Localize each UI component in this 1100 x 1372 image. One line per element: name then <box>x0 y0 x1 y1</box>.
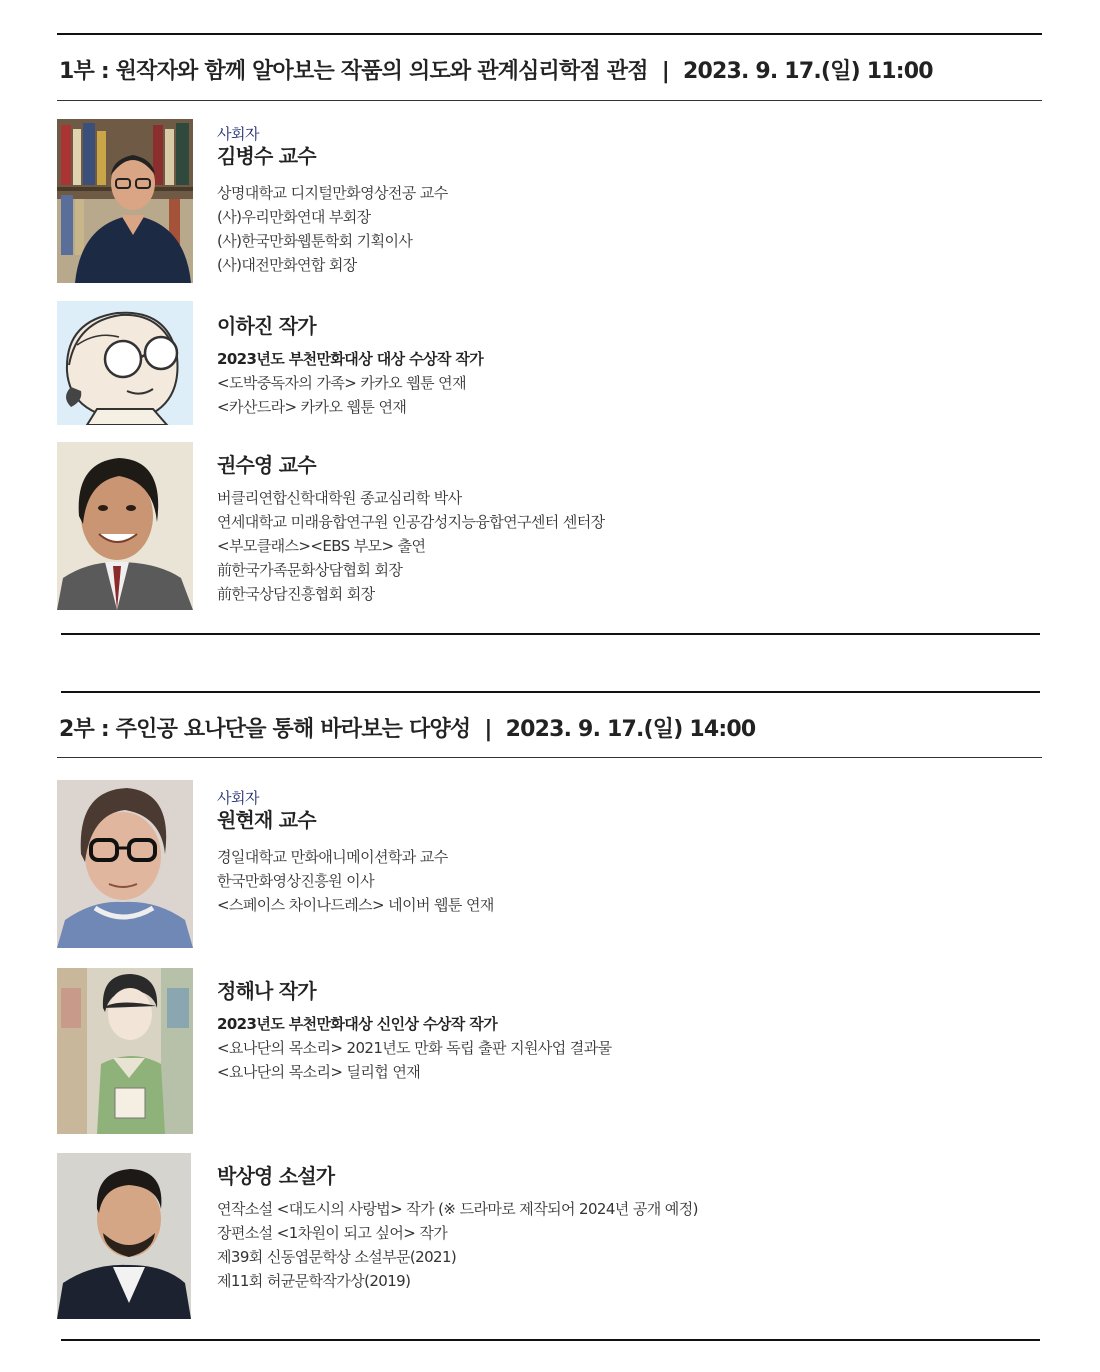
bio-line: (사)대전만화연합 회장 <box>217 256 357 274</box>
speaker-illustration <box>57 301 193 425</box>
award-line: 2023년도 부천만화대상 대상 수상작 작가 <box>217 350 484 368</box>
bio-line: 연세대학교 미래융합연구원 인공감성지능융합연구센터 센터장 <box>217 513 605 531</box>
speaker-info <box>217 313 1037 419</box>
speaker-card <box>57 301 1042 426</box>
bio-line: (사)우리만화연대 부회장 <box>217 208 371 226</box>
speaker-card <box>57 780 1042 948</box>
bio-line: <요나단의 목소리> 딜리헙 연재 <box>217 1063 421 1081</box>
speaker-bio <box>217 1197 1037 1293</box>
speaker-name: 김병수 교수 <box>217 144 316 168</box>
session-1-datetime: 2023. 9. 17.(일) 11:00 <box>682 59 933 84</box>
speaker-role: 사회자 <box>217 125 259 143</box>
bio-line: <부모클래스><EBS 부모> 출연 <box>217 537 426 555</box>
bio-line: 연작소설 <대도시의 사랑법> 작가 (※ 드라마로 제작되어 2024년 공개 예정) <box>217 1200 698 1218</box>
speaker-bio <box>217 181 1037 277</box>
bio-line: <요나단의 목소리> 2021년도 만화 독립 출판 지원사업 결과물 <box>217 1039 612 1057</box>
session-1-title-text: 1부 : 원작자와 함께 알아보는 작품의 의도와 관계심리학점 관점 <box>59 59 648 84</box>
speaker-card <box>57 442 1042 610</box>
speaker-info <box>217 125 1037 277</box>
speaker-name: 정해나 작가 <box>217 979 316 1003</box>
speaker-bio <box>217 845 1037 917</box>
speaker-name: 박상영 소설가 <box>217 1164 335 1188</box>
bio-line: 한국만화영상진흥원 이사 <box>217 872 374 890</box>
speaker-photo <box>57 780 193 948</box>
speaker-info <box>217 452 1037 606</box>
bio-line: 경일대학교 만화애니메이션학과 교수 <box>217 848 448 866</box>
speaker-name: 원현재 교수 <box>217 808 316 832</box>
speaker-bio <box>217 1012 1037 1084</box>
speaker-role: 사회자 <box>217 789 259 807</box>
session-2-title-text: 2부 : 주인공 요나단을 통해 바라보는 다양성 <box>59 717 471 742</box>
speaker-illustration <box>57 968 193 1134</box>
session-1-title <box>59 54 933 85</box>
speaker-photo <box>57 442 193 610</box>
speaker-card <box>57 119 1042 285</box>
session-1-separator: | <box>661 59 669 84</box>
speaker-card <box>57 968 1042 1136</box>
bio-line: <스페이스 차이나드레스> 네이버 웹툰 연재 <box>217 896 494 914</box>
session-2-title-rule <box>57 757 1042 758</box>
speaker-card <box>57 1153 1042 1321</box>
bio-line: <카산드라> 카카오 웹툰 연재 <box>217 398 407 416</box>
session-1-top-rule <box>57 33 1042 35</box>
speaker-bio <box>217 486 1037 606</box>
session-2-title <box>59 712 755 743</box>
award-line: 2023년도 부천만화대상 신인상 수상작 작가 <box>217 1015 498 1033</box>
session-2-separator: | <box>484 717 492 742</box>
bio-line: (사)한국만화웹툰학회 기획이사 <box>217 232 413 250</box>
speaker-name: 권수영 교수 <box>217 453 316 477</box>
speaker-info <box>217 789 1037 917</box>
bio-line: 버클리연합신학대학원 종교심리학 박사 <box>217 489 462 507</box>
bio-line: 前한국가족문화상담협회 회장 <box>217 561 403 579</box>
speaker-name: 이하진 작가 <box>217 314 316 338</box>
session-2-datetime: 2023. 9. 17.(일) 14:00 <box>505 717 756 742</box>
bio-line: 장편소설 <1차원이 되고 싶어> 작가 <box>217 1224 448 1242</box>
speaker-bio <box>217 347 1037 419</box>
session-1-bottom-rule <box>61 633 1040 635</box>
speaker-photo <box>57 119 193 283</box>
bio-line: 상명대학교 디지털만화영상전공 교수 <box>217 184 448 202</box>
speaker-photo <box>57 1153 191 1319</box>
session-1-title-rule <box>57 100 1042 101</box>
bio-line: <도박중독자의 가족> 카카오 웹툰 연재 <box>217 374 466 392</box>
bio-line: 제39회 신동엽문학상 소설부문(2021) <box>217 1248 457 1266</box>
speaker-info <box>217 1163 1037 1293</box>
session-2-top-rule <box>61 691 1040 693</box>
session-2-bottom-rule <box>61 1339 1040 1341</box>
bio-line: 제11회 허균문학작가상(2019) <box>217 1272 411 1290</box>
speaker-info <box>217 978 1037 1084</box>
bio-line: 前한국상담진흥협회 회장 <box>217 585 375 603</box>
